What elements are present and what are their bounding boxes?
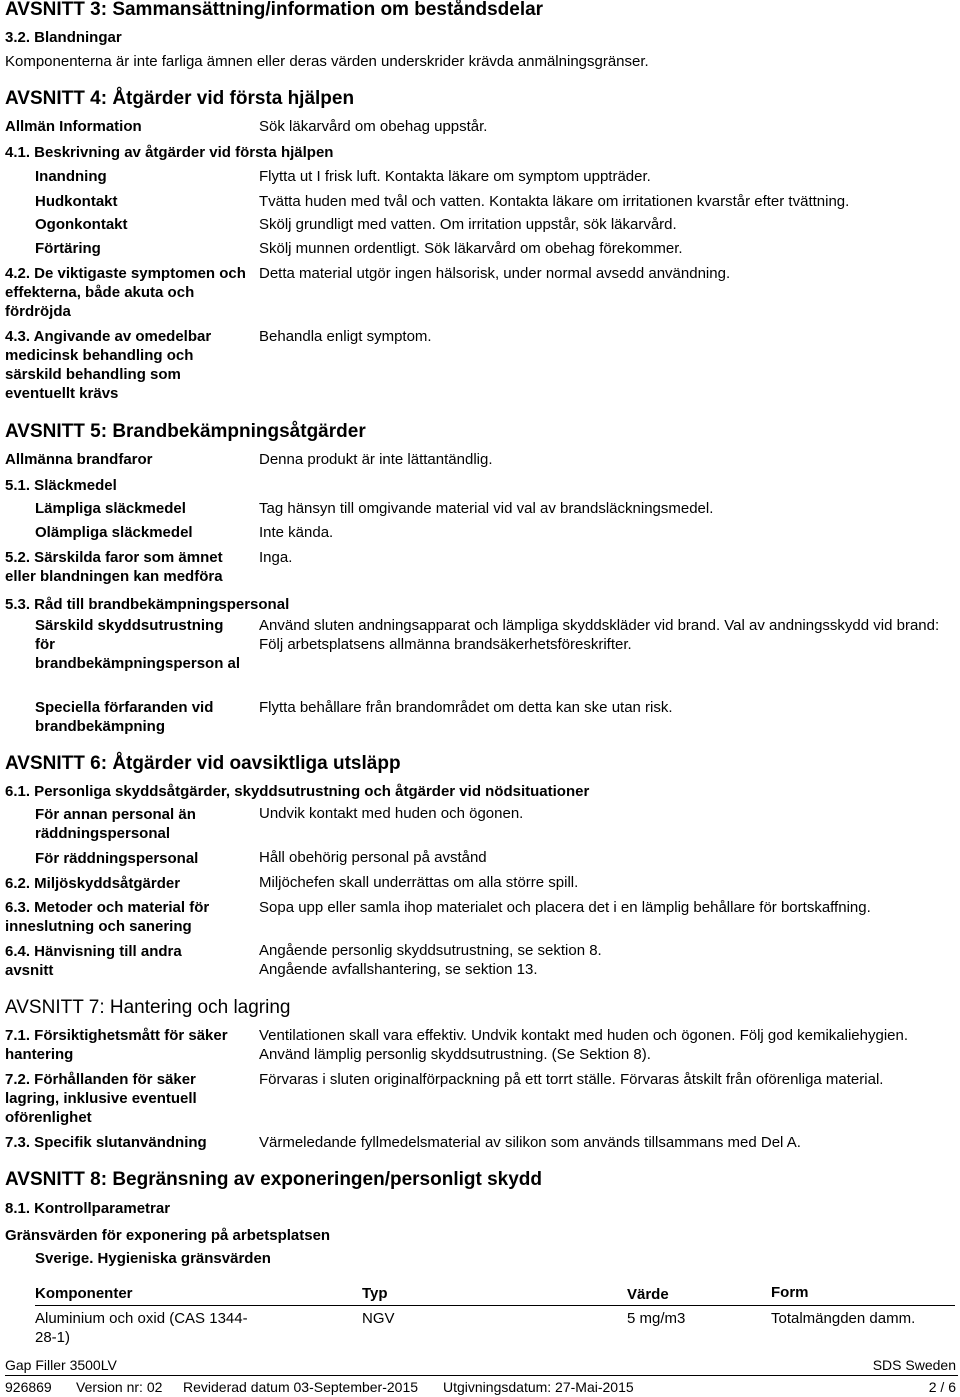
non-emergency-value: Undvik kontakt med huden och ögonen. bbox=[259, 805, 524, 822]
section-7-heading: AVSNITT 7: Hantering och lagring bbox=[5, 997, 291, 1018]
subsection-4-3-heading: 4.3. Angivande av omedelbar medicinsk behandling och särskild behandling som eventuellt krävs bbox=[5, 328, 212, 402]
footer-code: 926869 bbox=[5, 1379, 52, 1395]
section-6-heading: AVSNITT 6: Åtgärder vid oavsiktliga utsläpp bbox=[5, 753, 401, 774]
subsection-6-2-heading: 6.2. Miljöskyddsåtgärder bbox=[5, 875, 181, 892]
subsection-6-1-heading: 6.1. Personliga skyddsåtgärder, skyddsutrustning och åtgärder vid nödsituationer bbox=[5, 783, 590, 800]
subsection-6-3-heading: 6.3. Metoder och material för inneslutning och sanering bbox=[5, 899, 210, 935]
subsection-3-2-text: Komponenterna är inte farliga ämnen eller deras värden underskrider krävda anmälningsgränser. bbox=[5, 53, 649, 70]
unsuitable-media-value: Inte kända. bbox=[259, 524, 334, 541]
suitable-media-value: Tag hänsyn till omgivande material vid val av brandsläckningsmedel. bbox=[259, 500, 714, 517]
subsection-6-4-text-line1: Angående personlig skyddsutrustning, se sektion 8. bbox=[259, 942, 602, 959]
general-fire-hazards-value: Denna produkt är inte lättantändlig. bbox=[259, 451, 493, 468]
subsection-7-1-heading: 7.1. Försiktighetsmått för säker hantering bbox=[5, 1027, 228, 1063]
first-aid-label: Förtäring bbox=[35, 240, 101, 257]
subsection-8-1-heading: 8.1. Kontrollparametrar bbox=[5, 1200, 171, 1217]
emergency-label: För räddningspersonal bbox=[35, 850, 199, 867]
table-header-component: Komponenter bbox=[35, 1285, 133, 1302]
table-cell-value: 5 mg/m3 bbox=[627, 1310, 686, 1327]
table-cell-component: Aluminium och oxid (CAS 1344-28-1) bbox=[35, 1310, 248, 1346]
non-emergency-label: För annan personal än räddningspersonal bbox=[35, 806, 196, 842]
first-aid-value: Skölj grundligt med vatten. Om irritation uppstår, sök läkarvård. bbox=[259, 216, 677, 233]
subsection-4-3-text: Behandla enligt symptom. bbox=[259, 328, 432, 345]
section-5-heading: AVSNITT 5: Brandbekämpningsåtgärder bbox=[5, 421, 366, 442]
subsection-7-1-text: Ventilationen skall vara effektiv. Undvik kontakt med huden och ögonen. Följ god kemikaliehygien. Använd lämplig personlig skyddsutrustning. (Se Sektion 8). bbox=[259, 1027, 908, 1063]
country-limits-heading: Sverige. Hygieniska gränsvärden bbox=[35, 1250, 271, 1267]
subsection-6-4-heading: 6.4. Hänvisning till andra avsnitt bbox=[5, 943, 182, 979]
table-header-type: Typ bbox=[362, 1285, 388, 1302]
subsection-5-3-heading: 5.3. Råd till brandbekämpningspersonal bbox=[5, 596, 290, 613]
subsection-4-1-heading: 4.1. Beskrivning av åtgärder vid första hjälpen bbox=[5, 144, 334, 161]
footer-issue-date: Utgivningsdatum: 27-Mai-2015 bbox=[443, 1379, 634, 1395]
subsection-5-2-heading: 5.2. Särskilda faror som ämnet eller blandningen kan medföra bbox=[5, 549, 223, 585]
subsection-5-1-heading: 5.1. Släckmedel bbox=[5, 477, 117, 494]
table-header-value: Värde bbox=[627, 1286, 669, 1303]
first-aid-label: Hudkontakt bbox=[35, 193, 118, 210]
unsuitable-media-label: Olämpliga släckmedel bbox=[35, 524, 193, 541]
footer-page-number: 2 / 6 bbox=[928, 1379, 956, 1395]
subsection-6-3-text: Sopa upp eller samla ihop materialet och placera det i en lämplig behållare för bortskaffning. bbox=[259, 899, 871, 916]
first-aid-value: Skölj munnen ordentligt. Sök läkarvård om obehag förekommer. bbox=[259, 240, 683, 257]
footer-product-name: Gap Filler 3500LV bbox=[5, 1357, 117, 1373]
first-aid-value: Tvätta huden med tvål och vatten. Kontakta läkare om irritationen kvarstår efter tvättning. bbox=[259, 193, 850, 210]
table-cell-type: NGV bbox=[362, 1310, 395, 1327]
footer-revised-date: Reviderad datum 03-September-2015 bbox=[183, 1379, 419, 1395]
section-8-heading: AVSNITT 8: Begränsning av exponeringen/personligt skydd bbox=[5, 1169, 543, 1190]
subsection-4-2-text: Detta material utgör ingen hälsorisk, under normal avsedd användning. bbox=[259, 265, 731, 282]
subsection-7-2-text: Förvaras i sluten originalförpackning på ett torrt ställe. Förvaras åtskilt från oförenliga material. bbox=[259, 1071, 884, 1088]
subsection-7-3-text: Värmeledande fyllmedelsmaterial av silikon som används tillsammans med Del A. bbox=[259, 1134, 801, 1151]
special-procedures-value: Flytta behållare från brandområdet om detta kan ske utan risk. bbox=[259, 699, 673, 716]
table-header-divider bbox=[35, 1305, 955, 1306]
table-cell-form: Totalmängden damm. bbox=[771, 1310, 916, 1327]
general-info-value: Sök läkarvård om obehag uppstår. bbox=[259, 118, 488, 135]
protective-equipment-value: Använd sluten andningsapparat och lämpliga skyddskläder vid brand. Val av andningsskydd vid brand: Följ arbetsplatsens allmänna brandsäkerhetsföreskrifter. bbox=[259, 617, 940, 653]
emergency-value: Håll obehörig personal på avstånd bbox=[259, 849, 487, 866]
section-4-heading: AVSNITT 4: Åtgärder vid första hjälpen bbox=[5, 88, 355, 109]
footer-divider bbox=[5, 1375, 958, 1376]
subsection-5-2-text: Inga. bbox=[259, 549, 293, 566]
footer-doc-type: SDS Sweden bbox=[872, 1357, 956, 1373]
subsection-3-2-heading: 3.2. Blandningar bbox=[5, 29, 122, 46]
footer-version: Version nr: 02 bbox=[76, 1379, 163, 1395]
general-info-label: Allmän Information bbox=[5, 118, 142, 135]
section-3-heading: AVSNITT 3: Sammansättning/information om beståndsdelar bbox=[5, 0, 544, 20]
protective-equipment-label: Särskild skyddsutrustning för brandbekämpningsperson al bbox=[35, 617, 241, 672]
first-aid-label: Inandning bbox=[35, 168, 107, 185]
first-aid-label: Ogonkontakt bbox=[35, 216, 128, 233]
subsection-7-3-heading: 7.3. Specifik slutanvändning bbox=[5, 1134, 207, 1151]
first-aid-value: Flytta ut I frisk luft. Kontakta läkare om symptom uppträder. bbox=[259, 168, 651, 185]
subsection-4-2-heading: 4.2. De viktigaste symptomen och effekterna, både akuta och fördröjda bbox=[5, 265, 246, 320]
special-procedures-label: Speciella förfaranden vid brandbekämpning bbox=[35, 699, 214, 735]
general-fire-hazards-label: Allmänna brandfaror bbox=[5, 451, 153, 468]
subsection-6-2-text: Miljöchefen skall underrättas om alla större spill. bbox=[259, 874, 579, 891]
suitable-media-label: Lämpliga släckmedel bbox=[35, 500, 186, 517]
table-header-form: Form bbox=[771, 1284, 809, 1301]
exposure-limits-heading: Gränsvärden för exponering på arbetsplatsen bbox=[5, 1227, 331, 1244]
subsection-7-2-heading: 7.2. Förhållanden för säker lagring, inklusive eventuell oförenlighet bbox=[5, 1071, 197, 1126]
subsection-6-4-text-line2: Angående avfallshantering, se sektion 13. bbox=[259, 961, 538, 978]
